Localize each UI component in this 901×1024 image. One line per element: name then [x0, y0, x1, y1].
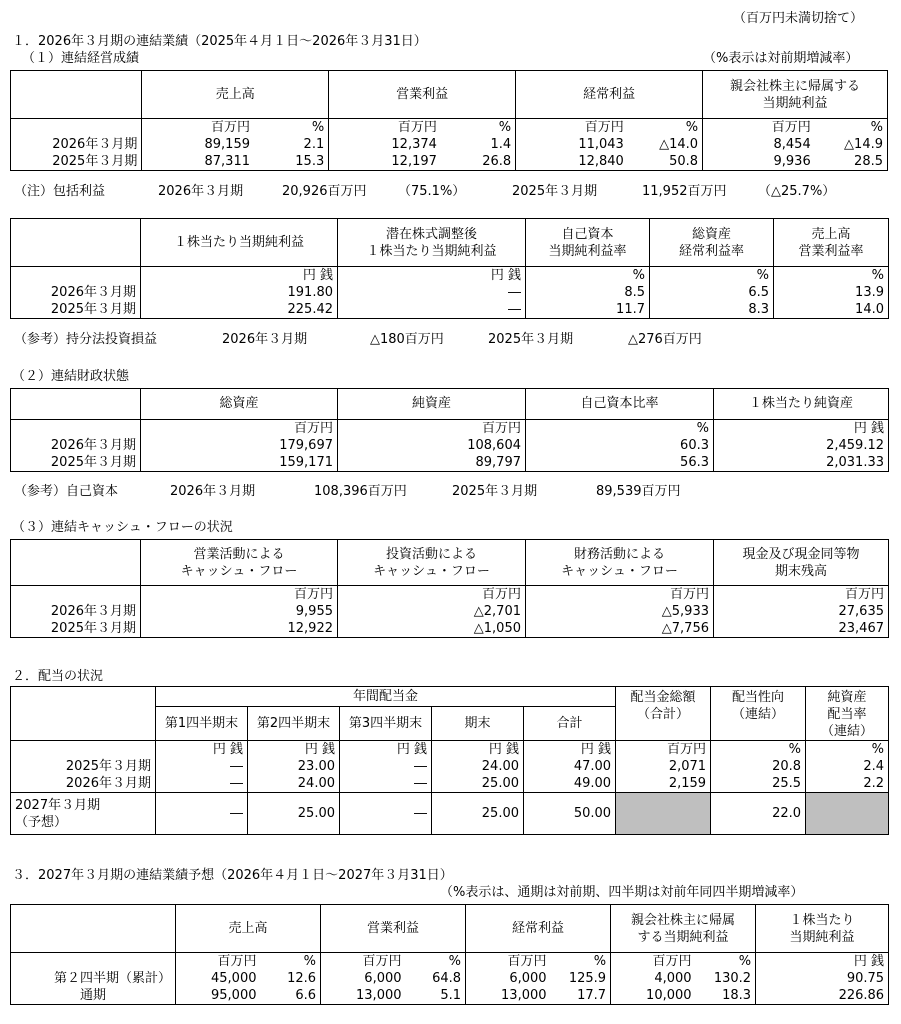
value-cell: 125.9	[551, 970, 611, 987]
value-cell: 87,311	[142, 153, 258, 171]
value-cell: 2,459.12	[714, 437, 889, 454]
value-cell: 6,000	[509, 971, 547, 986]
row-label: 2025年３月期	[11, 454, 141, 472]
value-cell: △14.0	[632, 136, 703, 153]
unit-cell: 百万円	[338, 586, 526, 604]
value-cell: 22.0	[711, 793, 806, 835]
value-cell: 2,031.33	[714, 454, 889, 472]
value-cell: 6,000	[364, 971, 402, 986]
value-cell: 12.6	[261, 970, 321, 987]
unit-cell: %	[551, 953, 611, 971]
header-q2: 第2四半期末	[248, 707, 340, 741]
unit-cell: %	[650, 267, 774, 285]
reference-period: 2026年３月期	[170, 484, 256, 499]
header-eps: １株当たり当期純利益	[141, 219, 338, 267]
unit-cell: 円 銭	[156, 741, 248, 759]
unit-cell: 百万円	[714, 586, 889, 604]
forecast-period: 2027年３月期	[15, 797, 101, 813]
unit-cell: 百万円	[142, 119, 258, 137]
financial-position-table	[10, 388, 889, 472]
value-cell: 23,467	[714, 620, 889, 638]
value-cell: △2,701	[338, 603, 526, 620]
row-label: 第２四半期（累計）	[11, 970, 176, 987]
header-sales: 売上高	[142, 71, 329, 119]
value-cell: 179,697	[141, 437, 338, 454]
value-cell: 60.3	[526, 437, 714, 454]
value-cell: 47.00	[524, 758, 616, 775]
value-cell: 9,936	[703, 153, 819, 171]
value-cell: 89,159	[142, 136, 258, 153]
forecast-row	[11, 793, 889, 835]
header-net-assets: 純資産	[338, 389, 526, 420]
value-cell: △5,933	[526, 603, 714, 620]
value-cell: 9,955	[141, 603, 338, 620]
value-cell: ―	[338, 301, 526, 319]
value-cell: ―	[156, 758, 248, 775]
value-cell: △1,050	[338, 620, 526, 638]
value-cell: 25.00	[432, 775, 524, 793]
value-cell: 2,159	[616, 775, 711, 793]
value-cell: 25.00	[432, 793, 524, 835]
value-cell: 64.8	[406, 970, 466, 987]
value-cell: △14.9	[819, 136, 888, 153]
unit-cell: 百万円	[526, 586, 714, 604]
note-period: 2026年３月期	[158, 184, 244, 199]
dividend-section-title: ２．配当の状況	[12, 669, 104, 684]
unit-cell: 百万円	[507, 954, 547, 969]
value-cell: 18.3	[696, 987, 756, 1005]
value-cell: 13,000	[466, 987, 551, 1005]
reference-value: 108,396百万円	[314, 484, 407, 499]
table-row	[11, 301, 889, 319]
unit-cell: %	[632, 119, 703, 137]
header-operating-profit: 営業利益	[321, 905, 466, 953]
section-1-title: １．2026年３月期の連結業績（2025年４月１日～2026年３月31日）	[12, 34, 427, 49]
header-ordinary-profit: 経常利益	[466, 905, 611, 953]
table-row	[11, 284, 889, 301]
table-row	[11, 603, 889, 620]
unit-cell: 円 銭	[340, 741, 432, 759]
corner-cell	[11, 219, 141, 267]
table-row	[11, 775, 889, 793]
header-total: 合計	[524, 707, 616, 741]
unit-cell: 円 銭	[248, 741, 340, 759]
value-cell: 90.75	[756, 970, 889, 987]
unit-cell: 百万円	[141, 586, 338, 604]
unit-cell: %	[258, 119, 329, 137]
note-value: 20,926百万円	[282, 184, 367, 199]
unit-cell: %	[819, 119, 888, 137]
note-percent: （△25.7%）	[758, 184, 836, 199]
value-cell: ―	[156, 793, 248, 835]
header-payout-ratio: 配当性向 （連結）	[711, 687, 806, 741]
reference-period: 2025年３月期	[488, 332, 574, 347]
value-cell: 26.8	[445, 153, 516, 171]
note-value: 11,952百万円	[642, 184, 727, 199]
value-cell: 24.00	[432, 758, 524, 775]
value-cell: 89,797	[338, 454, 526, 472]
value-cell: 8.5	[526, 284, 650, 301]
value-cell: 191.80	[141, 284, 338, 301]
value-cell: 2,071	[616, 758, 711, 775]
row-label: 2025年３月期	[11, 153, 142, 171]
row-label: 2026年３月期	[11, 775, 156, 793]
value-cell: 8,454	[773, 137, 811, 152]
unit-cell: 円 銭	[756, 953, 889, 971]
value-cell: 13,000	[321, 987, 406, 1005]
unit-cell: %	[711, 741, 806, 759]
corner-cell	[11, 540, 141, 586]
table-row	[11, 620, 889, 638]
value-cell: 12,197	[329, 153, 445, 171]
value-cell: 108,604	[338, 437, 526, 454]
header-roa: 総資産 経常利益率	[650, 219, 774, 267]
reference-label: （参考）持分法投資損益	[14, 332, 158, 347]
value-cell: 13.9	[774, 284, 889, 301]
header-total-assets: 総資産	[141, 389, 338, 420]
value-cell: △7,756	[526, 620, 714, 638]
header-diluted-eps: 潜在株式調整後 １株当たり当期純利益	[338, 219, 526, 267]
unit-cell: 百万円	[584, 120, 624, 135]
unit-cell: 百万円	[176, 953, 261, 971]
header-equity-ratio: 自己資本比率	[526, 389, 714, 420]
row-label: 2026年３月期	[11, 603, 141, 620]
value-cell: 5.1	[406, 987, 466, 1005]
reference-value: △276百万円	[628, 332, 702, 347]
value-cell: 45,000	[176, 970, 261, 987]
reference-value: 89,539百万円	[596, 484, 681, 499]
value-cell: ―	[340, 793, 432, 835]
corner-cell	[11, 905, 176, 953]
unit-cell: 円 銭	[141, 267, 338, 285]
value-cell: 130.2	[696, 970, 756, 987]
value-cell: 25.00	[248, 793, 340, 835]
table-row	[11, 454, 889, 472]
row-label: 通期	[11, 987, 176, 1005]
unit-cell: 円 銭	[714, 420, 889, 438]
corner-cell	[11, 389, 141, 420]
note-percent: （75.1%）	[398, 184, 466, 199]
table-row	[11, 136, 888, 153]
value-cell: 2.1	[258, 136, 329, 153]
value-cell: 225.42	[141, 301, 338, 319]
header-bps: １株当たり純資産	[714, 389, 889, 420]
value-cell: 2.2	[806, 775, 889, 793]
header-total-dividend: 配当金総額 （合計）	[616, 687, 711, 741]
note-period: 2025年３月期	[512, 184, 598, 199]
value-cell: 25.5	[711, 775, 806, 793]
value-cell: 23.00	[248, 758, 340, 775]
value-cell: 24.00	[248, 775, 340, 793]
value-cell: 12,374	[391, 137, 437, 152]
value-cell: 10,000	[611, 987, 696, 1005]
dividend-table	[10, 686, 889, 835]
table-row	[11, 970, 889, 987]
row-label: 2025年３月期	[11, 301, 141, 319]
forecast-tag: （予想）	[15, 814, 68, 830]
unit-cell: %	[806, 741, 889, 759]
unit-cell: %	[526, 420, 714, 438]
unit-cell: 百万円	[652, 954, 692, 969]
unit-cell: %	[406, 953, 466, 971]
per-share-table	[10, 218, 889, 319]
value-cell: 50.8	[632, 153, 703, 171]
value-cell: 14.0	[774, 301, 889, 319]
value-cell: 6.5	[650, 284, 774, 301]
header-roe: 自己資本 当期純利益率	[526, 219, 650, 267]
value-cell: 226.86	[756, 987, 889, 1005]
value-cell: 2.4	[806, 758, 889, 775]
row-label: 2026年３月期	[11, 136, 142, 153]
table-row	[11, 758, 889, 775]
header-dividend-on-equity: 純資産 配当率 （連結）	[806, 687, 889, 741]
unit-cell: %	[526, 267, 650, 285]
value-cell: 49.00	[524, 775, 616, 793]
forecast-table	[10, 904, 889, 1005]
unit-cell: 百万円	[362, 954, 402, 969]
header-investing-cf: 投資活動による キャッシュ・フロー	[338, 540, 526, 586]
unit-cell: %	[445, 119, 516, 137]
reference-period: 2026年３月期	[222, 332, 308, 347]
value-cell: ―	[338, 284, 526, 301]
header-operating-cf: 営業活動による キャッシュ・フロー	[141, 540, 338, 586]
value-cell: 159,171	[141, 454, 338, 472]
forecast-label	[11, 793, 156, 835]
value-cell: 15.3	[258, 153, 329, 171]
unit-cell: 百万円	[771, 120, 811, 135]
shaded-cell	[616, 793, 711, 835]
value-cell: 1.4	[445, 136, 516, 153]
row-label: 2025年３月期	[11, 758, 156, 775]
value-cell: 95,000	[176, 987, 261, 1005]
note-label: （注）包括利益	[14, 184, 106, 199]
forecast-section-title: ３．2027年３月期の連結業績予想（2026年４月１日～2027年３月31日）	[12, 868, 453, 883]
row-label: 2026年３月期	[11, 284, 141, 301]
header-eps: １株当たり 当期純利益	[756, 905, 889, 953]
unit-cell: 百万円	[616, 741, 711, 759]
header-operating-profit: 営業利益	[329, 71, 516, 119]
header-q1: 第1四半期末	[156, 707, 248, 741]
unit-cell: 百万円	[141, 420, 338, 438]
header-ordinary-profit: 経常利益	[516, 71, 703, 119]
header-cash-balance: 現金及び現金同等物 期末残高	[714, 540, 889, 586]
header-year-end: 期末	[432, 707, 524, 741]
cash-flow-table	[10, 539, 889, 638]
value-cell: 6.6	[261, 987, 321, 1005]
header-annual-dividend: 年間配当金	[156, 687, 616, 707]
reference-period: 2025年３月期	[452, 484, 538, 499]
corner-cell	[11, 71, 142, 119]
value-cell: 27,635	[714, 603, 889, 620]
value-cell: 50.00	[524, 793, 616, 835]
header-financing-cf: 財務活動による キャッシュ・フロー	[526, 540, 714, 586]
value-cell: 8.3	[650, 301, 774, 319]
value-cell: 12,840	[516, 153, 632, 171]
value-cell: ―	[156, 775, 248, 793]
value-cell: 28.5	[819, 153, 888, 171]
value-cell: 12,922	[141, 620, 338, 638]
percent-note: （%表示は対前期増減率）	[703, 51, 859, 66]
header-q3: 第3四半期末	[340, 707, 432, 741]
header-operating-margin: 売上高 営業利益率	[774, 219, 889, 267]
value-cell: 17.7	[551, 987, 611, 1005]
unit-cell: 円 銭	[432, 741, 524, 759]
reference-value: △180百万円	[370, 332, 444, 347]
section-3-title: （３）連結キャッシュ・フローの状況	[12, 520, 233, 535]
value-cell: 11.7	[526, 301, 650, 319]
row-label: 2025年３月期	[11, 620, 141, 638]
unit-cell: 百万円	[397, 120, 437, 135]
unit-cell: %	[774, 267, 889, 285]
row-label: 2026年３月期	[11, 437, 141, 454]
header-net-income: 親会社株主に帰属する 当期純利益	[703, 71, 888, 119]
unit-cell: 円 銭	[524, 741, 616, 759]
unit-cell: 百万円	[338, 420, 526, 438]
operating-results-table	[10, 70, 888, 171]
forecast-percent-note: （%表示は、通期は対前期、四半期は対前年同四半期増減率）	[440, 885, 804, 900]
table-row	[11, 987, 889, 1005]
value-cell: ―	[340, 775, 432, 793]
unit-cell: %	[261, 953, 321, 971]
table-row	[11, 437, 889, 454]
value-cell: 20.8	[711, 758, 806, 775]
table-row	[11, 153, 888, 171]
unit-cell: %	[696, 953, 756, 971]
section-2-title: （２）連結財政状態	[12, 369, 130, 384]
reference-label: （参考）自己資本	[14, 484, 119, 499]
value-cell: 11,043	[578, 137, 624, 152]
header-sales: 売上高	[176, 905, 321, 953]
section-1-subtitle: （１）連結経営成績	[22, 51, 140, 66]
shaded-cell	[806, 793, 889, 835]
value-cell: 4,000	[654, 971, 692, 986]
value-cell: 56.3	[526, 454, 714, 472]
value-cell: ―	[340, 758, 432, 775]
unit-cell: 円 銭	[338, 267, 526, 285]
header-net-income: 親会社株主に帰属 する当期純利益	[611, 905, 756, 953]
unit-note: （百万円未満切捨て）	[733, 11, 864, 26]
corner-cell	[11, 687, 156, 741]
